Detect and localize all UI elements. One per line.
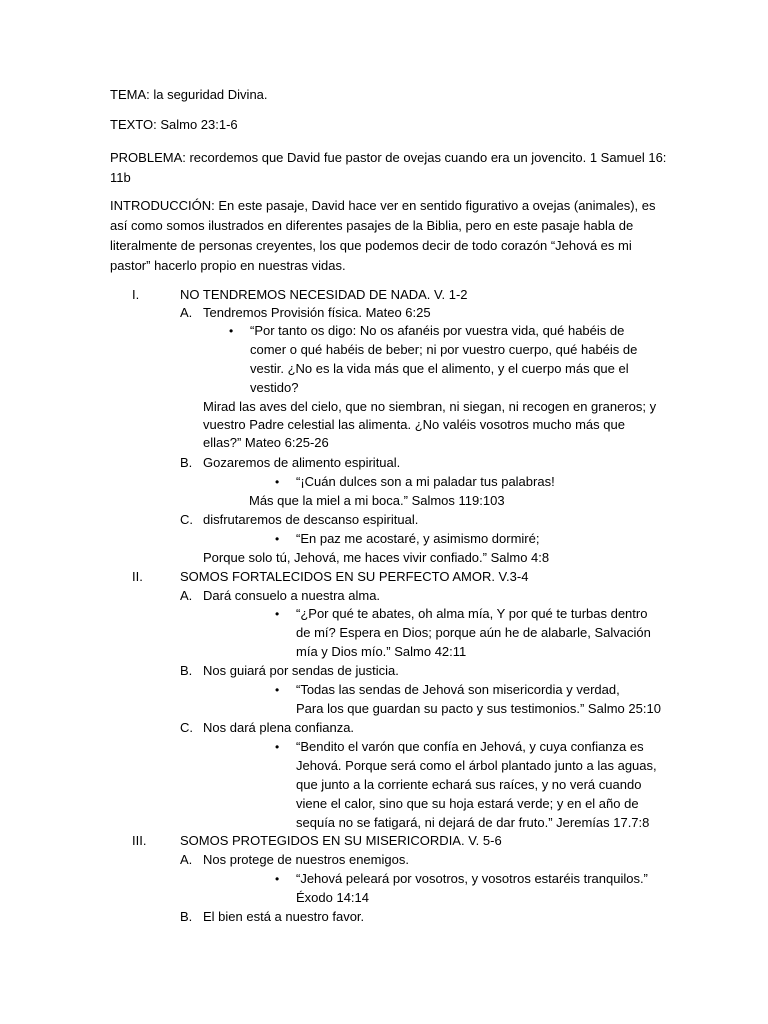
bullet-icon: • bbox=[229, 324, 234, 338]
bullet-icon: • bbox=[275, 740, 280, 754]
quote-line: que junto a la corriente echará sus raíces, y no verá cuando bbox=[296, 777, 642, 792]
quote-line: “En paz me acostaré, y asimismo dormiré; bbox=[296, 531, 540, 546]
bullet-icon: • bbox=[275, 475, 280, 489]
quote-line: Para los que guardan su pacto y sus testimonios.” Salmo 25:10 bbox=[296, 701, 661, 716]
section-1-b-letter: B. bbox=[180, 455, 193, 470]
section-3-b-letter: B. bbox=[180, 909, 193, 924]
quote-line: Éxodo 14:14 bbox=[296, 890, 370, 905]
bullet-icon: • bbox=[275, 532, 280, 546]
section-2-c-title: Nos dará plena confianza. bbox=[203, 720, 355, 735]
section-1-a-letter: A. bbox=[180, 305, 193, 320]
section-3-b-title: El bien está a nuestro favor. bbox=[203, 909, 365, 924]
section-3-title: SOMOS PROTEGIDOS EN SU MISERICORDIA. V. 5-6 bbox=[180, 833, 502, 848]
section-2-a-title: Dará consuelo a nuestra alma. bbox=[203, 588, 381, 603]
tema-line: TEMA: la seguridad Divina. bbox=[110, 87, 268, 102]
quote-line: “¡Cuán dulces son a mi paladar tus palabras! bbox=[296, 474, 555, 489]
quote-line: “Bendito el varón que confía en Jehová, y cuya confianza es bbox=[296, 739, 644, 754]
quote-line: vuestro Padre celestial las alimenta. ¿No valéis vosotros mucho más que bbox=[203, 417, 625, 432]
quote-line: sequía no se fatigará, ni dejará de dar fruto.” Jeremías 17.7:8 bbox=[296, 815, 650, 830]
introduccion-paragraph: INTRODUCCIÓN: En este pasaje, David hace ver en sentido figurativo a ovejas (animales), es así como somos ilustrados en diferentes pasajes de la Biblia, pero en este pasaje habla de literalmente de personas creyentes, los que podemos decir de todo corazón “Jehová es mi pastor” hacerlo propio en nuestras vidas. bbox=[110, 198, 656, 273]
section-1-number: I. bbox=[132, 287, 140, 302]
quote-line: Jehová. Porque será como el árbol plantado junto a las aguas, bbox=[296, 758, 657, 773]
problema-paragraph: PROBLEMA: recordemos que David fue pastor de ovejas cuando era un jovencito. 1 Samuel 16: 11b bbox=[110, 150, 667, 185]
bullet-icon: • bbox=[275, 607, 280, 621]
quote-line: comer o qué habéis de beber; ni por vuestro cuerpo, qué habéis de bbox=[250, 342, 638, 357]
section-1-c-letter: C. bbox=[180, 512, 193, 527]
quote-line: viene el calor, sino que su hoja estará verde; y en el año de bbox=[296, 796, 639, 811]
quote-line: de mí? Espera en Dios; porque aún he de alabarle, Salvación bbox=[296, 625, 651, 640]
section-1-b-title: Gozaremos de alimento espiritual. bbox=[203, 455, 401, 470]
quote-line: “Por tanto os digo: No os afanéis por vuestra vida, qué habéis de bbox=[250, 323, 625, 338]
quote-line: “Jehová peleará por vosotros, y vosotros estaréis tranquilos.” bbox=[296, 871, 648, 886]
quote-line: Más que la miel a mi boca.” Salmos 119:103 bbox=[249, 493, 505, 508]
section-3-a-letter: A. bbox=[180, 852, 193, 867]
quote-line: vestido? bbox=[250, 380, 299, 395]
section-2-a-letter: A. bbox=[180, 588, 193, 603]
section-3-number: III. bbox=[132, 833, 147, 848]
quote-line: Porque solo tú, Jehová, me haces vivir confiado.” Salmo 4:8 bbox=[203, 550, 550, 565]
section-2-number: II. bbox=[132, 569, 143, 584]
quote-line: “¿Por qué te abates, oh alma mía, Y por qué te turbas dentro bbox=[296, 606, 648, 621]
section-2-b-title: Nos guiará por sendas de justicia. bbox=[203, 663, 399, 678]
section-2-title: SOMOS FORTALECIDOS EN SU PERFECTO AMOR. V.3-4 bbox=[180, 569, 529, 584]
bullet-icon: • bbox=[275, 872, 280, 886]
section-1-title: NO TENDREMOS NECESIDAD DE NADA. V. 1-2 bbox=[180, 287, 468, 302]
section-1-a-title: Tendremos Provisión física. Mateo 6:25 bbox=[203, 305, 431, 320]
section-2-c-letter: C. bbox=[180, 720, 193, 735]
quote-line: ellas?” Mateo 6:25-26 bbox=[203, 435, 329, 450]
section-1-c-title: disfrutaremos de descanso espiritual. bbox=[203, 512, 419, 527]
texto-line: TEXTO: Salmo 23:1-6 bbox=[110, 117, 238, 132]
bullet-icon: • bbox=[275, 683, 280, 697]
quote-line: mía y Dios mío.” Salmo 42:11 bbox=[296, 644, 467, 659]
section-2-b-letter: B. bbox=[180, 663, 193, 678]
section-3-a-title: Nos protege de nuestros enemigos. bbox=[203, 852, 409, 867]
quote-line: vestir. ¿No es la vida más que el alimento, y el cuerpo más que el bbox=[250, 361, 629, 376]
quote-line: “Todas las sendas de Jehová son misericordia y verdad, bbox=[296, 682, 620, 697]
quote-line: Mirad las aves del cielo, que no siembran, ni siegan, ni recogen en graneros; y bbox=[203, 399, 657, 414]
